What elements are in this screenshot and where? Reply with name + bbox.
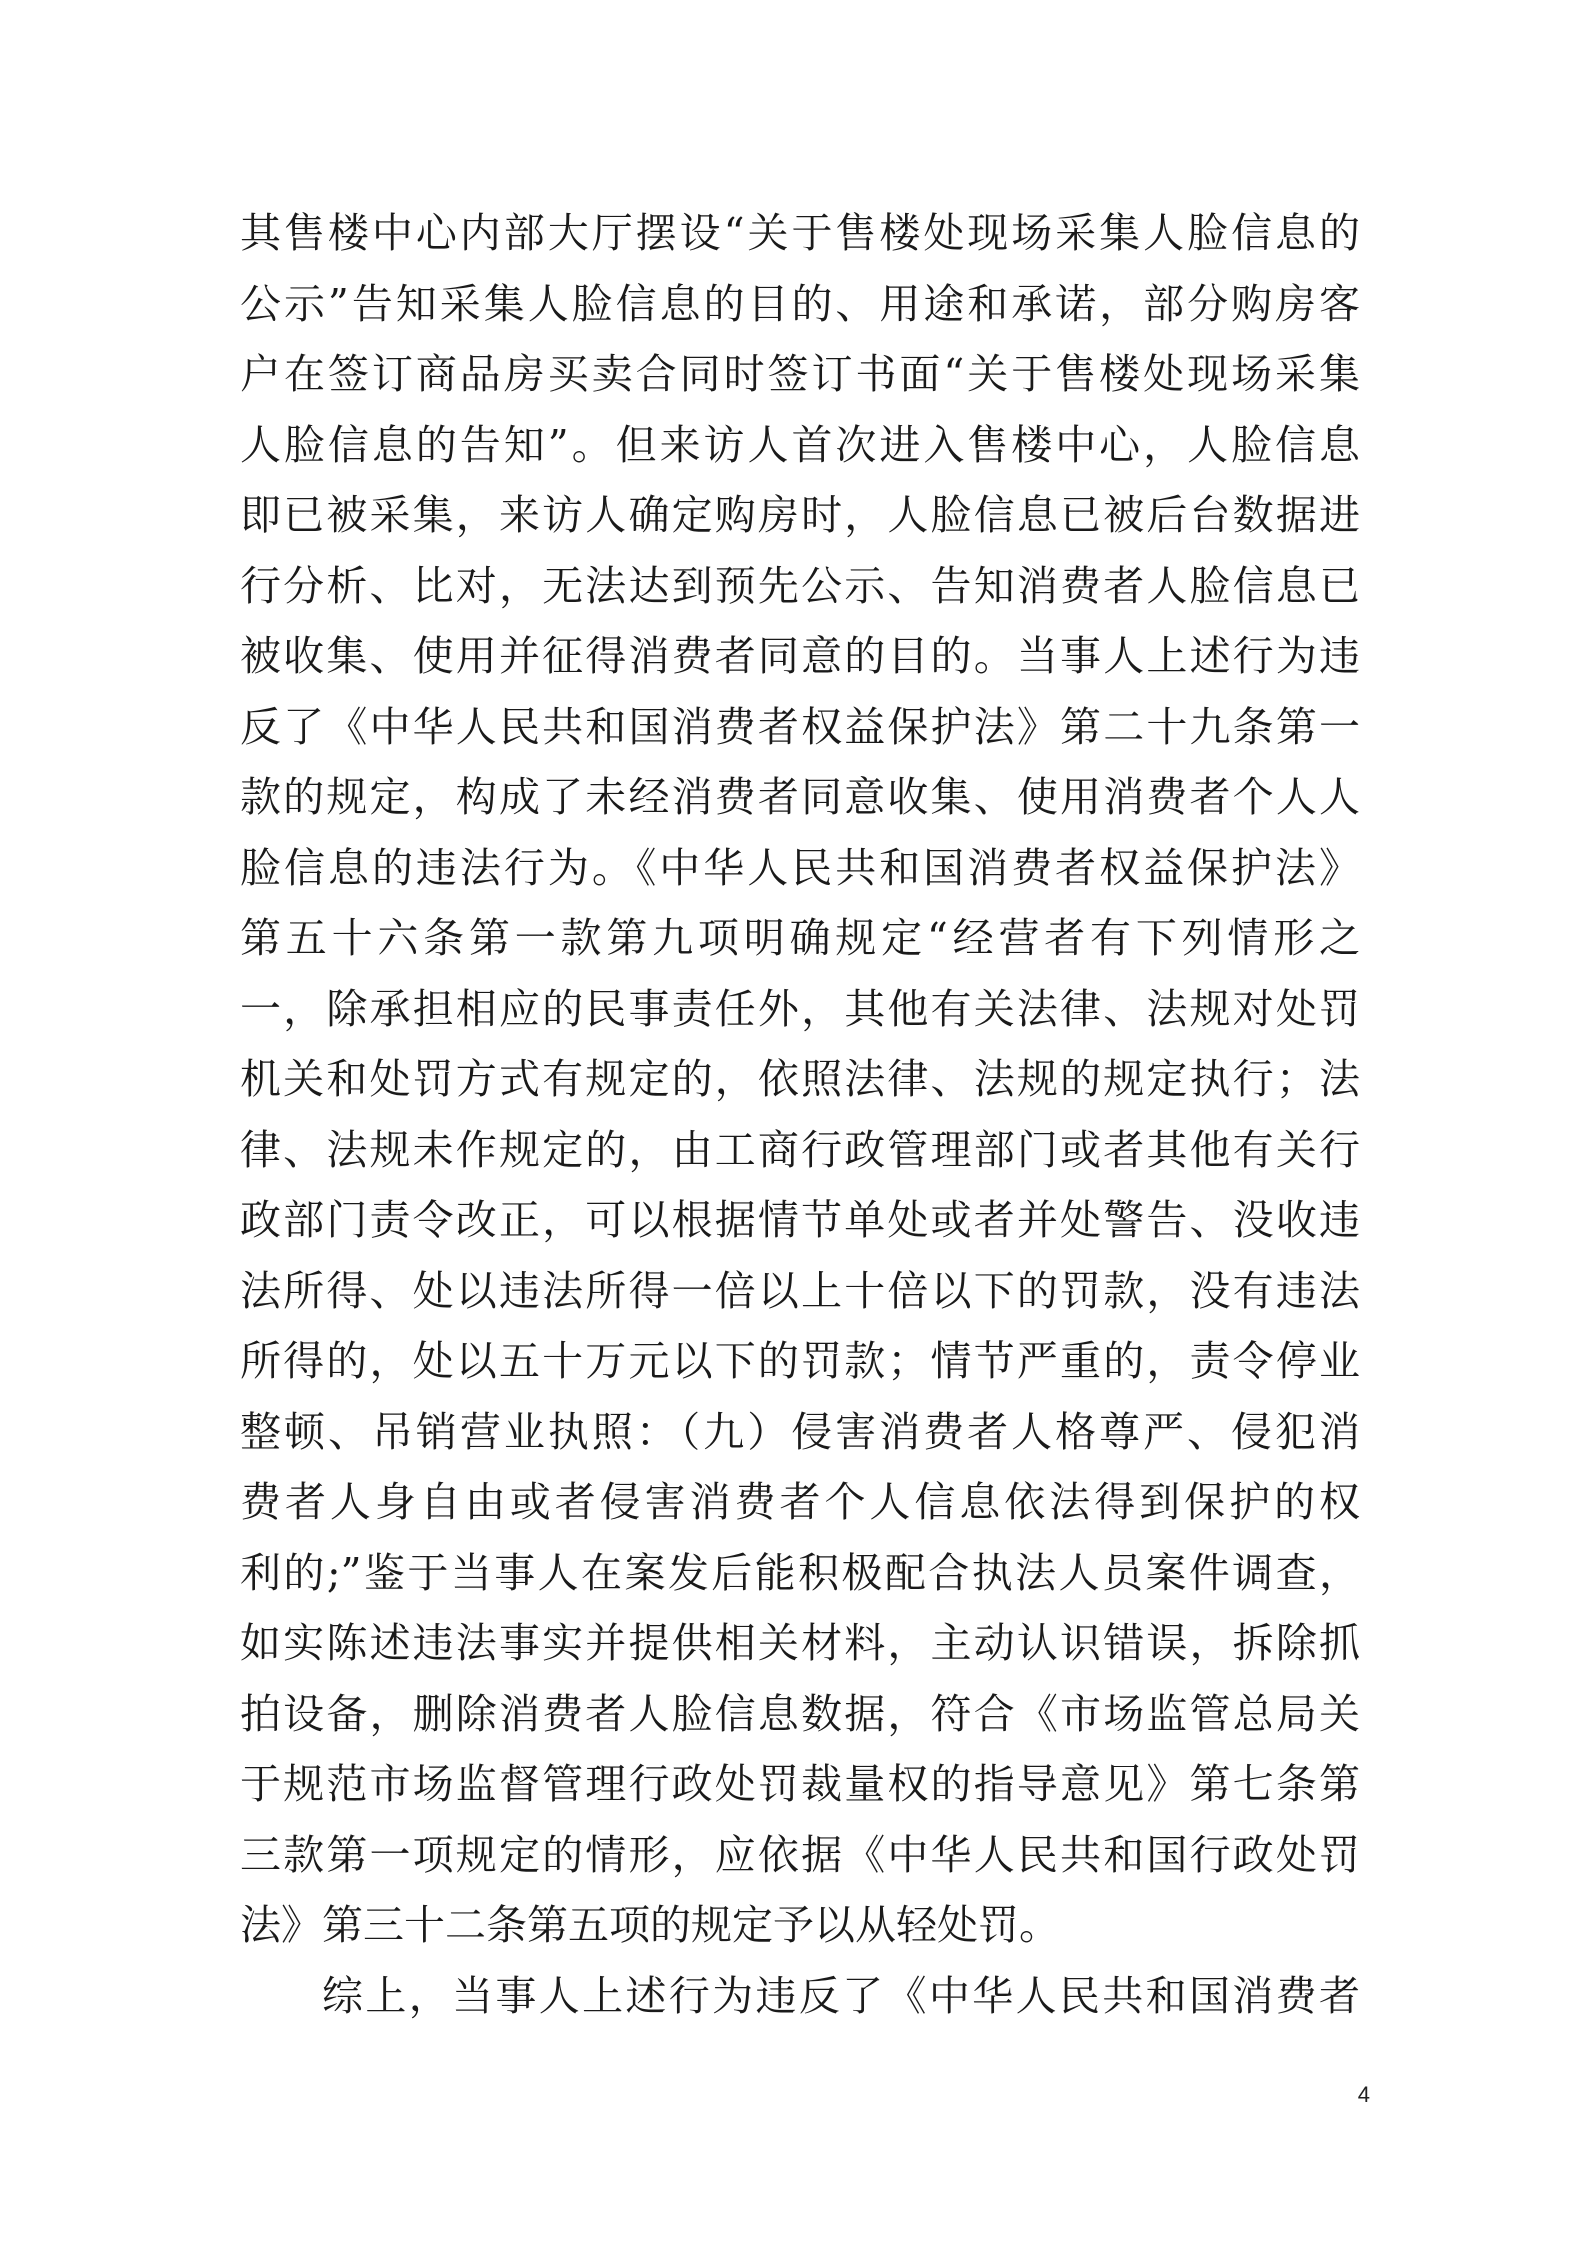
text-line: 第五十六条第一款第九项明确规定“经营者有下列情形之 xyxy=(240,914,1360,962)
text-line: 利的;”鉴于当事人在案发后能积极配合执法人员案件调查， xyxy=(240,1548,1360,1597)
text-line: 行分析、比对，无法达到预先公示、告知消费者人脸信息已 xyxy=(240,561,1360,610)
text-line: 脸信息的违法行为。《中华人民共和国消费者权益保护法》 xyxy=(240,843,1360,892)
text-line: 三款第一项规定的情形，应依据《中华人民共和国行政处罚 xyxy=(240,1830,1360,1879)
text-line: 公示”告知采集人脸信息的目的、用途和承诺，部分购房客 xyxy=(240,279,1360,328)
text-line: 所得的，处以五十万元以下的罚款；情节严重的，责令停业 xyxy=(240,1337,1360,1385)
page-number: 4 xyxy=(1357,2082,1370,2107)
text-line: 律、法规未作规定的，由工商行政管理部门或者其他有关行 xyxy=(240,1125,1360,1174)
text-line: 人脸信息的告知”。但来访人首次进入售楼中心，人脸信息 xyxy=(240,420,1360,469)
body-text xyxy=(240,198,1360,2031)
text-line: 被收集、使用并征得消费者同意的目的。当事人上述行为违 xyxy=(240,632,1360,680)
text-line: 如实陈述违法事实并提供相关材料，主动认识错误，拆除抓 xyxy=(240,1619,1360,1667)
text-line: 其售楼中心内部大厅摆设“关于售楼处现场采集人脸信息的 xyxy=(240,209,1360,257)
text-line: 政部门责令改正，可以根据情节单处或者并处警告、没收违 xyxy=(240,1196,1360,1244)
text-line: 户在签订商品房买卖合同时签订书面“关于售楼处现场采集 xyxy=(240,350,1360,398)
paragraph-start-line: 综上，当事人上述行为违反了《中华人民共和国消费者 xyxy=(322,1971,1360,2020)
text-line: 费者人身自由或者侵害消费者个人信息依法得到保护的权 xyxy=(240,1478,1360,1526)
paragraph-end-line: 法》第三十二条第五项的规定予以从轻处罚。 xyxy=(240,1901,1060,1949)
text-line: 拍设备，删除消费者人脸信息数据，符合《市场监管总局关 xyxy=(240,1689,1360,1738)
text-line: 法所得、处以违法所得一倍以上十倍以下的罚款，没有违法 xyxy=(240,1266,1360,1315)
text-line: 即已被采集，来访人确定购房时，人脸信息已被后台数据进 xyxy=(240,491,1360,539)
text-line: 一，除承担相应的民事责任外，其他有关法律、法规对处罚 xyxy=(240,984,1360,1033)
text-line: 于规范市场监督管理行政处罚裁量权的指导意见》第七条第 xyxy=(240,1760,1360,1808)
text-line: 机关和处罚方式有规定的，依照法律、法规的规定执行；法 xyxy=(240,1055,1360,1103)
text-line: 反了《中华人民共和国消费者权益保护法》第二十九条第一 xyxy=(240,702,1360,751)
text-line: 款的规定，构成了未经消费者同意收集、使用消费者个人人 xyxy=(240,773,1360,821)
text-line: 整顿、吊销营业执照：（九）侵害消费者人格尊严、侵犯消 xyxy=(240,1407,1360,1456)
